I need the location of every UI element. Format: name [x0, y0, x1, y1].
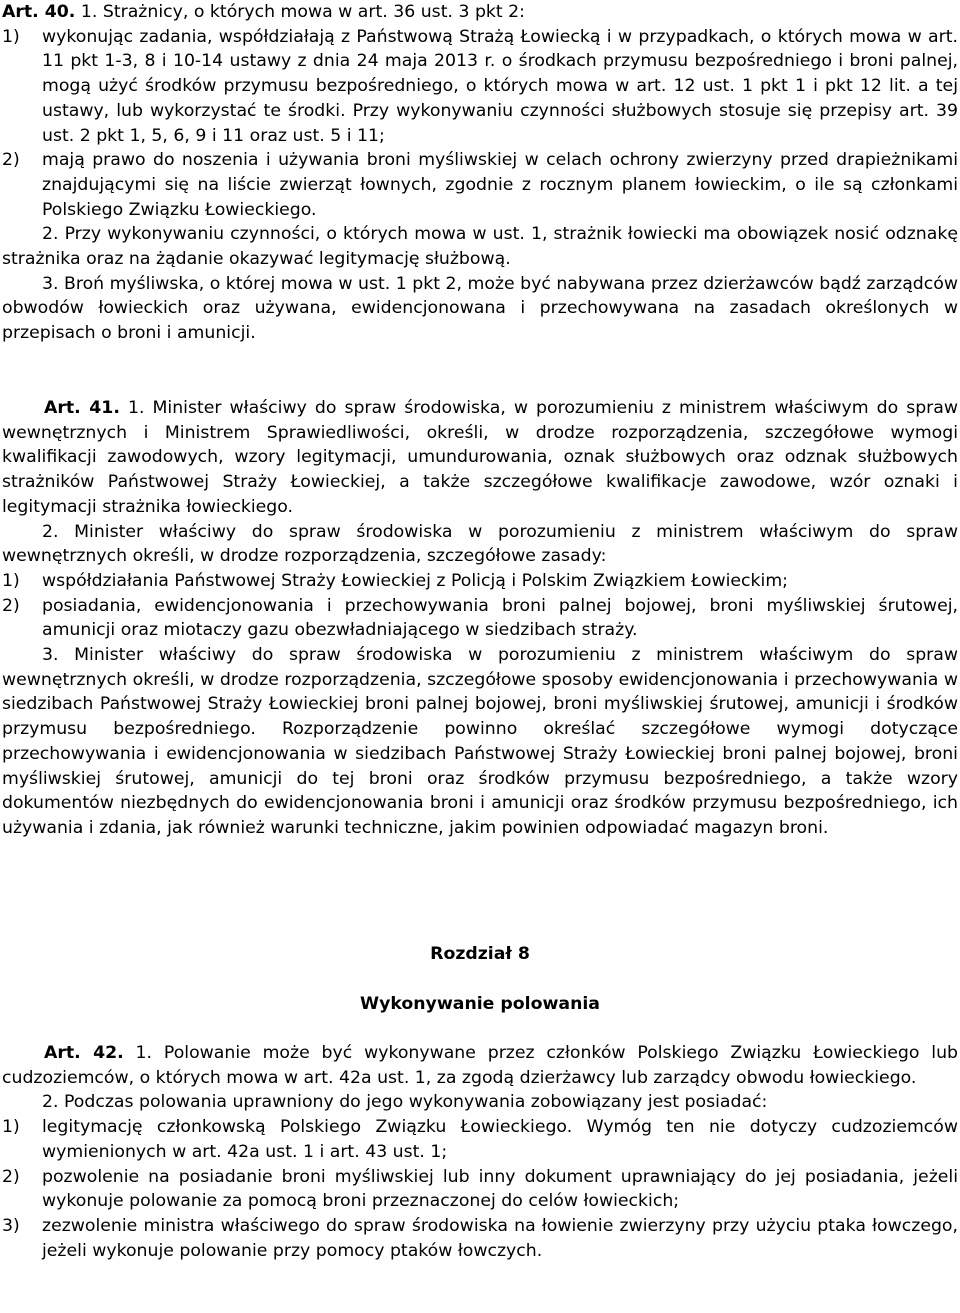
chapter-number: Rozdział 8 [430, 944, 530, 964]
paragraph-text: Polowanie może być wykonywane przez członków Polskiego Związku Łowieckiego lub cudzoziemców, o których mowa w art. 42a ust. 1, za zgodą dzierżawcy lub zarządcy obwodu łowieckiego. [2, 1043, 958, 1088]
list-text: posiadania, ewidencjonowania i przechowywania broni palnej bojowej, broni myśliwskiej śrutowej, amunicji oraz miotaczy gazu obezwładniającego w siedzibach straży. [42, 595, 958, 641]
list-item [2, 25, 958, 149]
paragraph-number: 1. [127, 398, 145, 418]
article-42 [2, 1041, 958, 1263]
art41-paragraph-3: 3. Minister właściwy do spraw środowiska w porozumieniu z ministrem właściwym do spraw wewnętrznych określi, w drodze rozporządzenia, szczegółowe sposoby ewidencjonowania i przechowywania w siedzibach Państwowej Straży Łowieckiej broni palnej bojowej, broni myśliwskiej śrutowej, amunicji i środków przymusu bezpośredniego. Rozporządzenie powinno określać szczegółowe wymogi dotyczące przechowywania i ewidencjonowania w siedzibach Państwowej Straży Łowieckiej broni palnej bojowej, broni myśliwskiej śrutowej, amunicji do tej broni oraz środków przymusu bezpośredniego, a także wzory dokumentów niezbędnych do ewidencjonowania broni i amunicji oraz środków przymusu bezpośredniego, ich używania i zdania, jak również warunki techniczne, jakim powinien odpowiadać magazyn broni. [2, 645, 958, 838]
article-41 [2, 396, 958, 841]
article-label: Art. 41. [44, 398, 120, 418]
list-item [2, 148, 958, 222]
art42-paragraph-2: 2. Podczas polowania uprawniony do jego wykonywania zobowiązany jest posiadać: [42, 1092, 768, 1113]
art40-paragraph-1 [2, 0, 958, 25]
paragraph-number: 1. [135, 1043, 153, 1063]
list-number: 1) [2, 1117, 20, 1138]
list-text: mają prawo do noszenia i używania broni myśliwskiej w celach ochrony zwierzyny przed drapieżnikami znajdującymi się na liście zwierząt łownych, zgodnie z rocznym planem łowieckim, o ile są członkami Polskiego Związku Łowieckiego. [42, 150, 958, 220]
list-item [2, 1115, 958, 1164]
list-number: 2) [2, 150, 20, 171]
paragraph-text: Strażnicy, o których mowa w art. 36 ust. 3 pkt 2: [102, 2, 526, 22]
list-item [2, 569, 958, 594]
list-number: 2) [2, 1166, 20, 1187]
list-item [2, 1214, 958, 1263]
paragraph-text: Minister właściwy do spraw środowiska, w porozumieniu z ministrem właściwym do spraw wewnętrznych i Ministrem Sprawiedliwości, określi, w drodze rozporządzenia, szczegółowe wymogi kwalifikacji zawodowych, wzory legitymacji, umundurowania, oznak służbowych oraz odznak służbowych strażników Państwowej Straży Łowieckiej, a także szczegółowe kwalifikacje zawodowe, wzór oznaki i legitymacji strażnika łowieckiego. [2, 398, 958, 517]
art40-paragraph-3: 3. Broń myśliwska, o której mowa w ust. 1 pkt 2, może być nabywana przez dzierżawców bądź zarządców obwodów łowieckich oraz używana, ewidencjonowana i przechowywana na zasadach określonych w przepisach o broni i amunicji. [2, 273, 958, 344]
article-40 [2, 0, 958, 346]
list-item [2, 594, 958, 643]
article-label: Art. 40. [2, 2, 76, 22]
list-text: współdziałania Państwowej Straży Łowieckiej z Policją i Polskim Związkiem Łowieckim; [42, 570, 788, 591]
list-text: zezwolenie ministra właściwego do spraw środowiska na łowienie zwierzyny przy użyciu ptaka łowczego, jeżeli wykonuje polowanie przy pomocy ptaków łowczych. [42, 1215, 958, 1261]
list-number: 1) [2, 26, 20, 47]
article-label: Art. 42. [44, 1043, 124, 1063]
list-text: wykonując zadania, współdziałają z Państwową Strażą Łowiecką i w przypadkach, o których mowa w art. 11 pkt 1-3, 8 i 10-14 ustawy z dnia 24 maja 2013 r. o środkach przymusu bezpośredniego i broni palnej, mogą użyć środków przymusu bezpośredniego, o których mowa w art. 12 ust. 1 pkt 1 i pkt 12 lit. a tej ustawy, lub wykorzystać te środki. Przy wykonywaniu czynności służbowych stosuje się przepisy art. 39 ust. 2 pkt 1, 5, 6, 9 i 11 oraz ust. 5 i 11; [42, 26, 958, 146]
paragraph-number: 1. [80, 2, 98, 22]
art42-paragraph-1 [2, 1041, 958, 1090]
list-item [2, 1165, 958, 1214]
list-number: 3) [2, 1215, 20, 1236]
list-text: pozwolenie na posiadanie broni myśliwskiej lub inny dokument uprawniający do jej posiadania, jeżeli wykonuje polowanie za pomocą broni przeznaczonej do celów łowieckich; [42, 1166, 958, 1212]
art40-paragraph-2: 2. Przy wykonywaniu czynności, o których mowa w ust. 1, strażnik łowiecki ma obowiązek nosić odznakę strażnika oraz na żądanie okazywać legitymację służbową. [2, 224, 958, 270]
list-number: 1) [2, 570, 20, 591]
list-text: legitymację członkowską Polskiego Związku Łowieckiego. Wymóg ten nie dotyczy cudzoziemców wymienionych w art. 42a ust. 1 i art. 43 ust. 1; [42, 1117, 958, 1162]
art41-paragraph-2: 2. Minister właściwy do spraw środowiska w porozumieniu z ministrem właściwym do spraw wewnętrznych określi, w drodze rozporządzenia, szczegółowe zasady: [2, 521, 958, 567]
chapter-title: Wykonywanie polowania [360, 994, 600, 1014]
art41-paragraph-1 [2, 396, 958, 520]
list-number: 2) [2, 595, 20, 616]
